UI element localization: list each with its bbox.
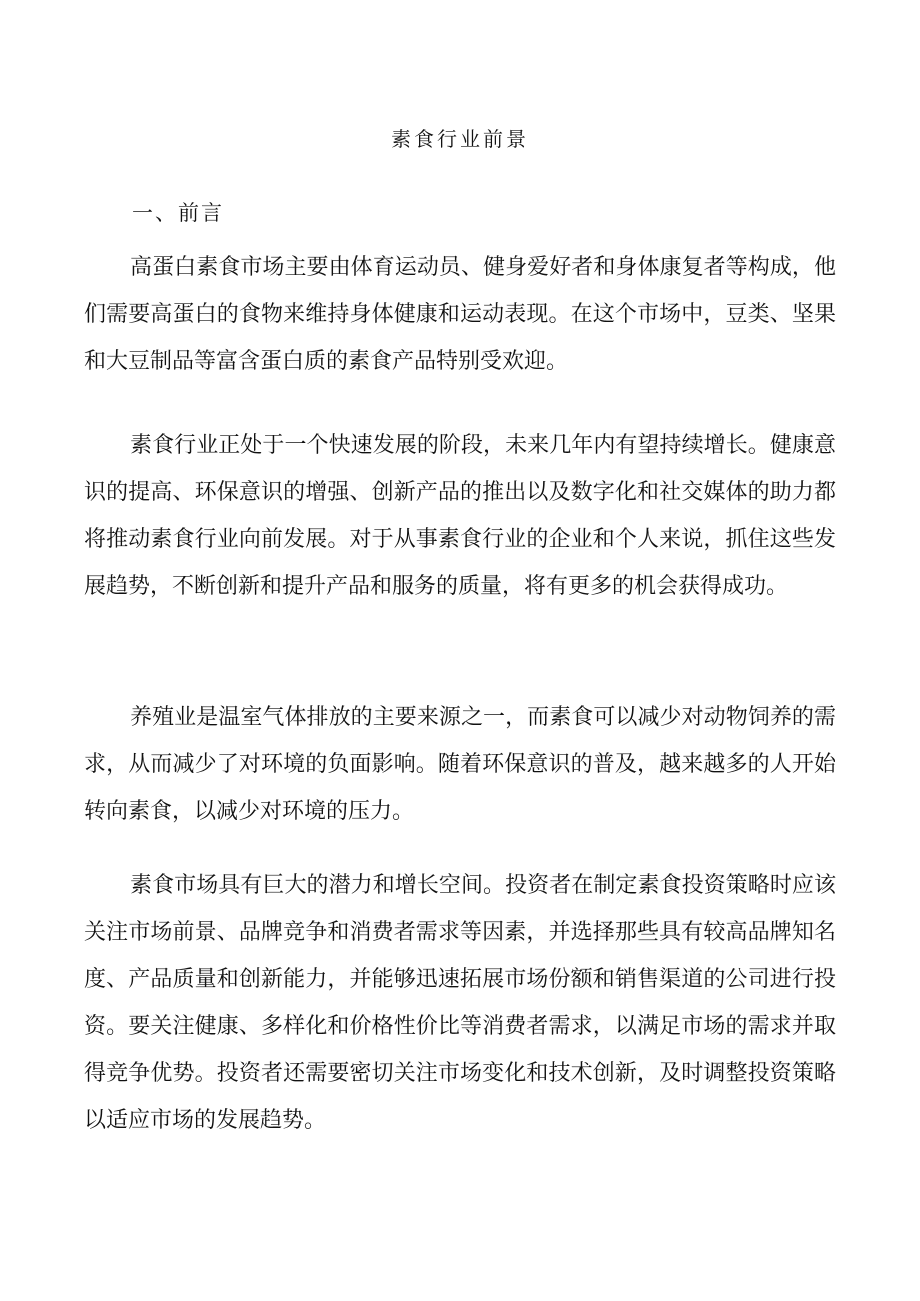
paragraph-high-protein-market: 高蛋白素食市场主要由体育运动员、健身爱好者和身体康复者等构成，他们需要高蛋白的食物来维持身体健康和运动表现。在这个市场中，豆类、坚果和大豆制品等富含蛋白质的素食产品特别受欢迎。 [84, 255, 836, 374]
paragraph-investment-strategy: 素食市场具有巨大的潜力和增长空间。投资者在制定素食投资策略时应该关注市场前景、品牌竞争和消费者需求等因素，并选择那些具有较高品牌知名度、产品质量和创新能力，并能够迅速拓展市场份额和销售渠道的公司进行投资。要关注健康、多样化和价格性价比等消费者需求，以满足市场的需求并取得竞争优势。投资者还需要密切关注市场变化和技术创新，及时调整投资策略以适应市场的发展趋势。 [84, 873, 836, 1133]
paragraph-environment-impact: 养殖业是温室气体排放的主要来源之一，而素食可以减少对动物饲养的需求，从而减少了对环境的负面影响。随着环保意识的普及，越来越多的人开始转向素食，以减少对环境的压力。 [84, 705, 836, 824]
section-heading-preface: 一、前言 [132, 201, 224, 225]
document-title: 素食行业前景 [391, 127, 529, 151]
paragraph-industry-growth: 素食行业正处于一个快速发展的阶段，未来几年内有望持续增长。健康意识的提高、环保意识的增强、创新产品的推出以及数字化和社交媒体的助力都将推动素食行业向前发展。对于从事素食行业的企业和个人来说，抓住这些发展趋势，不断创新和提升产品和服务的质量，将有更多的机会获得成功。 [84, 433, 836, 599]
